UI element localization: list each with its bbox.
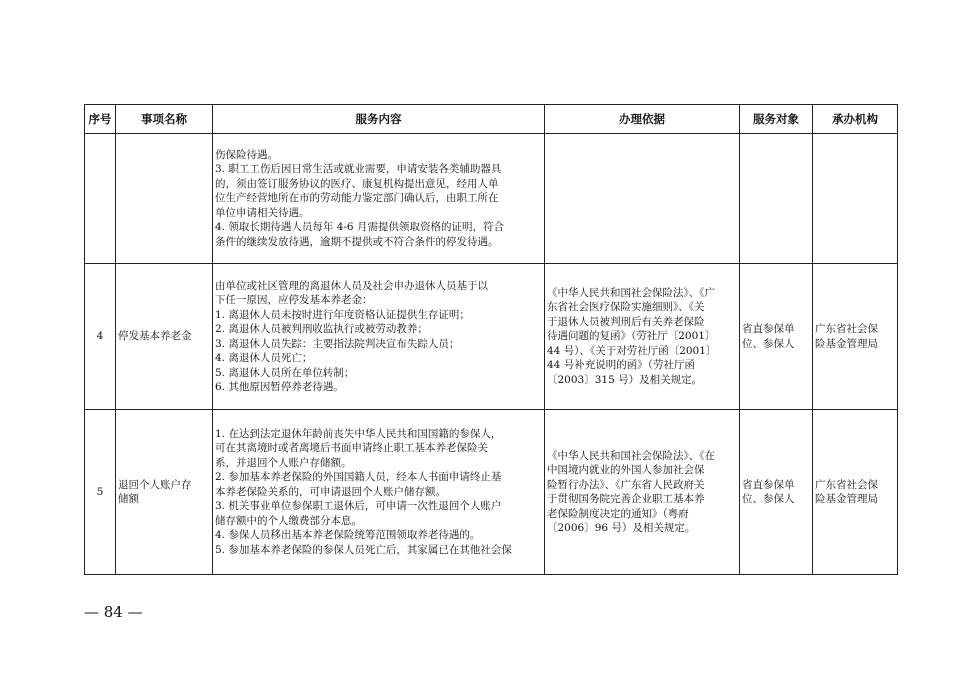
content-line: 2. 参加基本养老保险的外国国籍人员，经本人书面申请终止基 bbox=[215, 471, 502, 484]
row-item-name bbox=[116, 134, 213, 264]
row-index bbox=[85, 134, 116, 264]
header-agency: 承办机构 bbox=[813, 105, 898, 134]
agency-line: 险基金管理局 bbox=[815, 493, 878, 505]
item-name-line: 退回个人账户存 bbox=[118, 478, 192, 491]
row-service-content bbox=[213, 134, 545, 264]
row-service-content bbox=[213, 410, 545, 575]
basis-line: 老保险制度决定的通知》（粤府 bbox=[547, 507, 689, 520]
content-line: 3. 机关事业单位参保职工退休后，可申请一次性退回个人账户 bbox=[215, 500, 502, 513]
row-legal-basis bbox=[545, 410, 740, 575]
table-row bbox=[85, 264, 898, 410]
content-line: 6. 其他原因暂停养老待遇。 bbox=[215, 381, 344, 393]
content-line: 3. 职工工伤后因日常生活或就业需要，申请安装各类辅助器具 bbox=[215, 163, 502, 176]
row-agency bbox=[813, 134, 898, 264]
service-table bbox=[84, 104, 898, 575]
row-item-name bbox=[116, 264, 213, 410]
table-row bbox=[85, 134, 898, 264]
table-header-row bbox=[85, 105, 898, 134]
row-service-target bbox=[740, 134, 813, 264]
content-line: 下任一原因，应停发基本养老金： bbox=[215, 294, 373, 306]
content-line: 本养老保险关系的，可申请退回个人账户储存额。 bbox=[215, 485, 446, 498]
content-line: 单位申请相关待遇。 bbox=[215, 206, 310, 219]
item-name-line: 停发基本养老金 bbox=[118, 330, 192, 343]
row-index: 4 bbox=[85, 264, 116, 410]
row-legal-basis bbox=[545, 134, 740, 264]
basis-line: 于退休人员被判刑后有关养老保险 bbox=[547, 315, 705, 328]
header-index: 序号 bbox=[85, 105, 116, 134]
row-service-content bbox=[213, 264, 545, 410]
basis-line: 44 号）、《关于对劳社厅函〔2001〕 bbox=[547, 344, 717, 357]
content-line: 1. 在达到法定退休年龄前丧失中华人民共和国国籍的参保人， bbox=[215, 427, 502, 440]
basis-line: 于贯彻国务院完善企业职工基本养 bbox=[547, 493, 705, 505]
header-service-target: 服务对象 bbox=[740, 105, 813, 134]
content-line: 1. 离退休人员未按时进行年度资格认证提供生存证明； bbox=[215, 308, 470, 321]
basis-line: 《中华人民共和国社会保险法》、《在 bbox=[547, 449, 715, 462]
content-line: 系，并退回个人账户存储额。 bbox=[215, 456, 352, 469]
header-service-content: 服务内容 bbox=[213, 105, 545, 134]
row-service-target bbox=[740, 264, 813, 410]
agency-line: 广东省社会保 bbox=[815, 323, 878, 335]
item-name-line: 储额 bbox=[118, 493, 139, 505]
agency-line: 广东省社会保 bbox=[815, 478, 878, 491]
content-line: 位生产经营地所在市的劳动能力鉴定部门确认后，由职工所在 bbox=[215, 192, 499, 205]
table-row bbox=[85, 410, 898, 575]
row-service-target bbox=[740, 410, 813, 575]
row-agency bbox=[813, 410, 898, 575]
basis-line: 44 号补充说明的函》（劳社厅函 bbox=[547, 359, 695, 372]
content-line: 可在其离境时或者离境后书面申请终止职工基本养老保险关 bbox=[215, 442, 488, 455]
target-line: 位、参保人 bbox=[742, 493, 795, 505]
basis-line: 险暂行办法》、《广东省人民政府关 bbox=[547, 478, 705, 491]
basis-line: 〔2006〕96 号）及相关规定。 bbox=[547, 522, 696, 534]
content-line: 4. 参保人员移出基本养老保险统筹范围领取养老待遇的。 bbox=[215, 529, 481, 542]
content-line: 储存额中的个人缴费部分本息。 bbox=[215, 514, 362, 527]
basis-line: 中国境内就业的外国人参加社会保 bbox=[547, 464, 705, 476]
content-line: 3. 离退休人员失踪：主要指法院判决宣布失踪人员； bbox=[215, 337, 460, 350]
row-agency bbox=[813, 264, 898, 410]
target-line: 省直参保单 bbox=[742, 478, 795, 491]
content-line: 条件的继续发放待遇，逾期不提供或不符合条件的停发待遇。 bbox=[215, 235, 499, 248]
content-line: 5. 离退休人员所在单位转制； bbox=[215, 366, 355, 379]
content-line: 伤保险待遇。 bbox=[215, 148, 278, 161]
content-line: 由单位或社区管理的离退休人员及社会申办退休人员基于以 bbox=[215, 279, 488, 292]
row-legal-basis bbox=[545, 264, 740, 410]
content-line: 4. 离退休人员死亡； bbox=[215, 352, 313, 364]
target-line: 位、参保人 bbox=[742, 337, 795, 350]
header-legal-basis: 办理依据 bbox=[545, 105, 740, 134]
row-index: 5 bbox=[85, 410, 116, 575]
target-line: 省直参保单 bbox=[742, 323, 795, 335]
basis-line: 东省社会医疗保险实施细则》、《关 bbox=[547, 301, 705, 314]
content-line: 2. 离退休人员被判刑收监执行或被劳动教养； bbox=[215, 323, 428, 335]
content-line: 的，须由签订服务协议的医疗、康复机构提出意见，经用人单 bbox=[215, 177, 499, 190]
basis-line: 待遇问题的复函》（劳社厅〔2001〕 bbox=[547, 330, 716, 343]
basis-line: 〔2003〕315 号）及相关规定。 bbox=[547, 373, 703, 386]
row-item-name bbox=[116, 410, 213, 575]
basis-line: 《中华人民共和国社会保险法》、《广 bbox=[547, 286, 715, 299]
content-line: 4. 领取长期待遇人员每年 4-6 月需提供领取资格的证明，符合 bbox=[215, 221, 504, 234]
content-line: 5. 参加基本养老保险的参保人员死亡后，其家属已在其他社会保 bbox=[215, 543, 512, 556]
agency-line: 险基金管理局 bbox=[815, 337, 878, 350]
header-item-name: 事项名称 bbox=[116, 105, 213, 134]
page-number: — 84 — bbox=[84, 603, 143, 621]
